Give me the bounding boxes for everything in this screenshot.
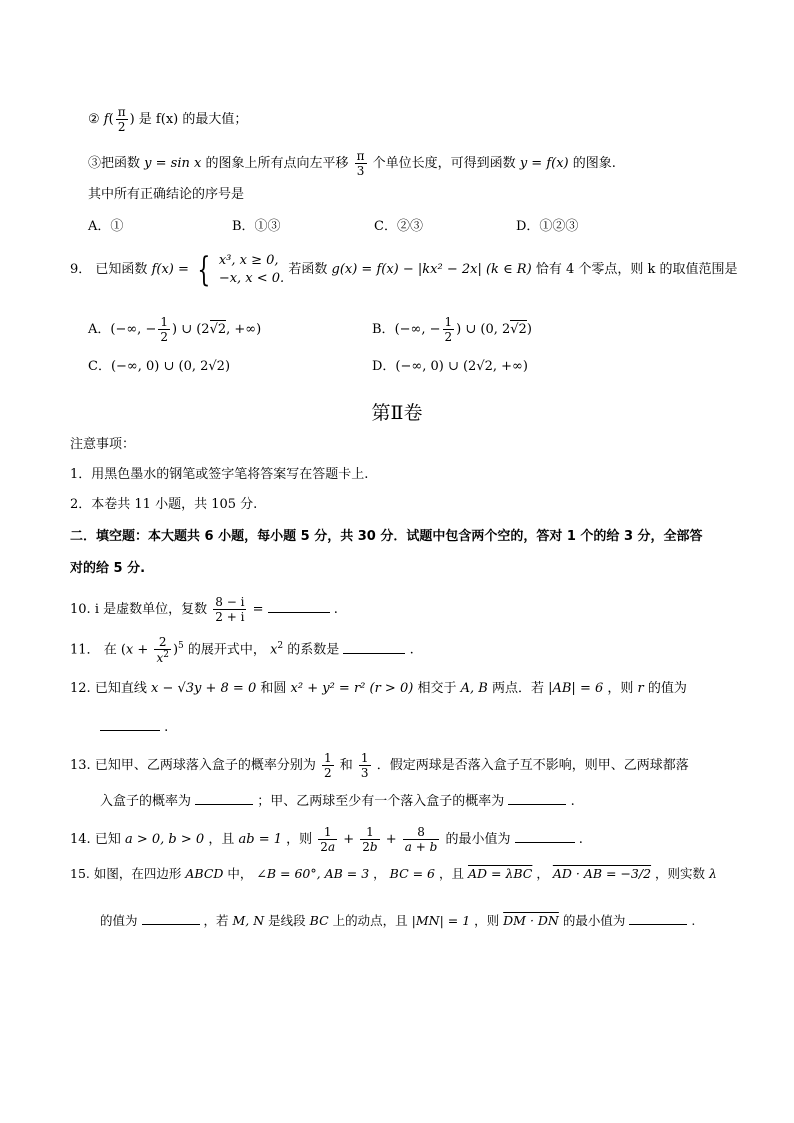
part2-instructions-line1: 二．填空题：本大题共 6 小题，每小题 5 分，共 30 分．试题中包含两个空的，答对 1 个的给 3 分，全部答 [70,529,703,544]
question-14: 14. 已知 a > 0, b > 0 ，且 ab = 1 ，则 $\frac{1}{2a}$ + $\frac{1}{2b}$ + $\frac{8}{a + b}$ 的最小值为 . [70,825,583,854]
question-15: 15. 如图，在四边形 ABCD 中， ∠B = 60°, AB = 3 ， BC = 6 ，且 AD = λBC ， AD · AB = −3/2 ，则实数 λ [70,866,717,881]
answer-blank[interactable] [515,830,575,843]
question-11: 11． 在 (x + $\frac{2}{x^2}$ )$^5$ 的展开式中， $x^2$ 的系数是 . [70,635,414,665]
q10-fraction: $\frac{8 - i}{2 + i}$ [215,595,245,624]
q9-option-a: A．(−∞, − $\frac{1}{2}$ ) ∪ (2√2, +∞) [88,315,262,344]
note-1: 1．用黑色墨水的钢笔或签字笔将答案写在答题卡上. [70,467,369,482]
q8-option-c: C．②③ [374,219,423,234]
answer-blank[interactable] [508,792,566,805]
q9-option-d: D．(−∞, 0) ∪ (2√2, +∞) [372,359,528,374]
part2-instructions-line2: 对的给 5 分. [70,561,146,576]
q9-number: 9． [70,262,92,278]
question-15-cont: 的值为 ，若 M, N 是线段 BC 上的动点，且 |MN| = 1 ，则 DM · DN 的最小值为 . [100,913,696,928]
pi-over-2: $\frac{\pi}{2}$ [117,105,126,134]
question-10: 10. i 是虚数单位，复数 $\frac{8 - i}{2 + i}$ = . [70,595,338,624]
question-13: 13. 已知甲、乙两球落入盒子的概率分别为 $\frac{1}{2}$ 和 $\frac{1}{3}$ ．假定两球是否落入盒子互不影响，则甲、乙两球都落 [70,751,689,780]
question-12: 12. 已知直线 x − √3y + 8 = 0 和圆 x² + y² = r² (r > 0) 相交于 A, B 两点．若 |AB| = 6 ，则 r 的值为 [70,681,687,696]
question-9: 9． 已知函数 f(x) = { x³, x ≥ 0, −x, x < 0. 若函数 g(x) = f(x) − |kx² − 2x| (k ∈ R) 恰有 4 个零点，则 k 的取值范围是 [70,249,738,290]
correct-prompt: 其中所有正确结论的序号是 [88,187,245,202]
answer-blank[interactable] [629,912,687,925]
answer-blank[interactable] [195,792,253,805]
piecewise-cases: x³, x ≥ 0, −x, x < 0. [218,253,285,286]
statement-2-number: ② [88,112,100,127]
section-title: 第Ⅱ卷 [371,402,423,424]
answer-blank[interactable] [142,912,200,925]
question-12-blank-line: . [100,718,168,734]
answer-blank[interactable] [343,641,405,654]
pi-over-3: $\frac{\pi}{3}$ [356,149,365,178]
statement-3: ③把函数 y = sin x 的图象上所有点向左平移 $\frac{\pi}{3}$ 个单位长度，可得到函数 y = f(x) 的图象. [88,149,616,178]
q8-option-a: A．① [88,219,124,234]
q8-option-b: B．①③ [232,219,281,234]
answer-blank[interactable] [100,718,160,731]
notice-heading: 注意事项： [70,437,136,452]
q8-option-d: D．①②③ [516,219,579,234]
statement-2: ② f( $\frac{\pi}{2}$ ) 是 f(x) 的最大值； [88,105,248,134]
question-13-cont: 入盒子的概率为 ；甲、乙两球至少有一个落入盒子的概率为 . [100,794,575,809]
q9-option-c: C．(−∞, 0) ∪ (0, 2√2) [88,359,231,374]
note-2: 2．本卷共 11 小题，共 105 分. [70,497,258,512]
answer-blank[interactable] [268,600,330,613]
statement-2-text: 是 f(x) 的最大值； [138,112,248,127]
q9-option-b: B．(−∞, − $\frac{1}{2}$ ) ∪ (0, 2√2) [372,315,532,344]
